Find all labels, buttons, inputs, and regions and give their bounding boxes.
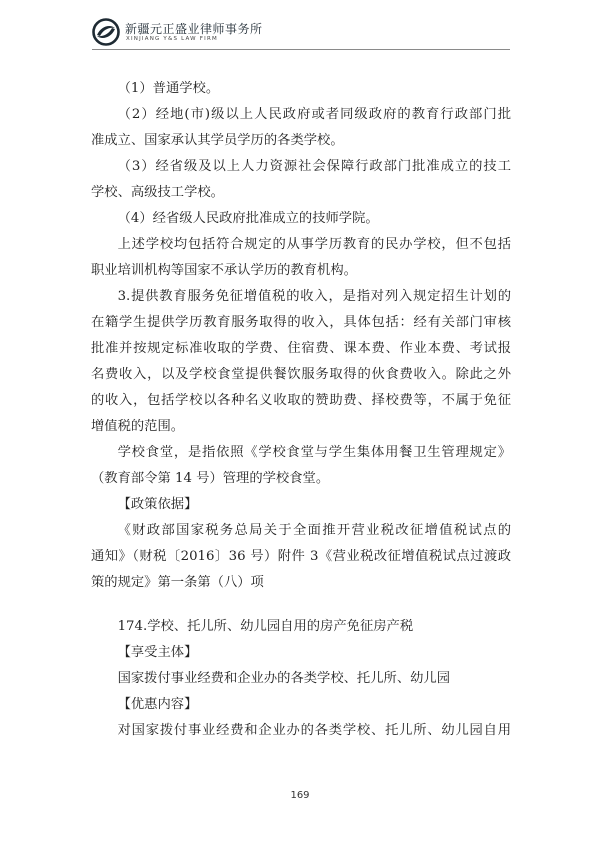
firm-logo-icon (92, 18, 120, 46)
text-line: （4）经省级人民政府批准成立的技师学院。 (117, 211, 379, 226)
text-line: 上述学校均包括符合规定的从事学历教育的民办学校，但不包括 (117, 237, 511, 252)
page-number: 169 (290, 790, 310, 801)
firm-name-cn: 新疆元正盛业律师事务所 (125, 22, 263, 36)
section-spacer (91, 596, 511, 614)
text-line: 对国家拨付事业经费和企业办的各类学校、托儿所、幼儿园自用 (117, 723, 511, 738)
text-line: 学校食堂，是指依照《学校食堂与学生集体用餐卫生管理规定》 (117, 445, 511, 460)
text-line: 国家拨付事业经费和企业办的各类学校、托儿所、幼儿园 (117, 671, 451, 686)
text-line: 3.提供教育服务免征增值税的收入，是指对列入规定招生计划的 (117, 289, 511, 304)
text-line: 【优惠内容】 (117, 697, 198, 712)
text-line: 【政策依据】 (117, 497, 198, 512)
header-divider (92, 49, 510, 50)
text-line: 增值税的范围。 (91, 419, 185, 434)
firm-name-en: XINJIANG Y&S LAW FIRM (126, 36, 218, 42)
text-line: 在籍学生提供学历教育服务取得的收入，具体包括：经有关部门审核 (91, 315, 511, 330)
text-line: 准成立、国家承认其学员学历的各类学校。 (91, 133, 344, 148)
text-line: 174.学校、托儿所、幼儿园自用的房产免征房产税 (117, 619, 414, 634)
text-line: 的收入，包括学校以各种名义收取的赞助费、择校费等，不属于免征 (91, 393, 511, 408)
text-line: （3）经省级及以上人力资源社会保障行政部门批准成立的技工 (117, 159, 511, 174)
text-line: 策的规定》第一条第（八）项 (91, 575, 264, 590)
text-line: 学校、高级技工学校。 (91, 185, 224, 200)
text-line: 名费收入，以及学校食堂提供餐饮服务取得的伙食费收入。除此之外 (91, 367, 511, 382)
text-line: （教育部令第 14 号）管理的学校食堂。 (91, 471, 330, 486)
document-body (91, 76, 511, 744)
text-line: （1）普通学校。 (117, 81, 220, 96)
text-line: 职业培训机构等国家不承认学历的教育机构。 (91, 263, 357, 278)
text-line: 批准并按规定标准收取的学费、住宿费、课本费、作业本费、考试报 (91, 341, 511, 356)
text-line: 通知》（财税〔2016〕36 号）附件 3《营业税改征增值税试点过渡政 (91, 549, 511, 564)
page-header (92, 14, 512, 60)
text-line: （2）经地(市)级以上人民政府或者同级政府的教育行政部门批 (117, 107, 511, 122)
text-line: 【享受主体】 (117, 645, 198, 660)
text-line: 《财政部国家税务总局关于全面推开营业税改征增值税试点的 (117, 523, 511, 538)
